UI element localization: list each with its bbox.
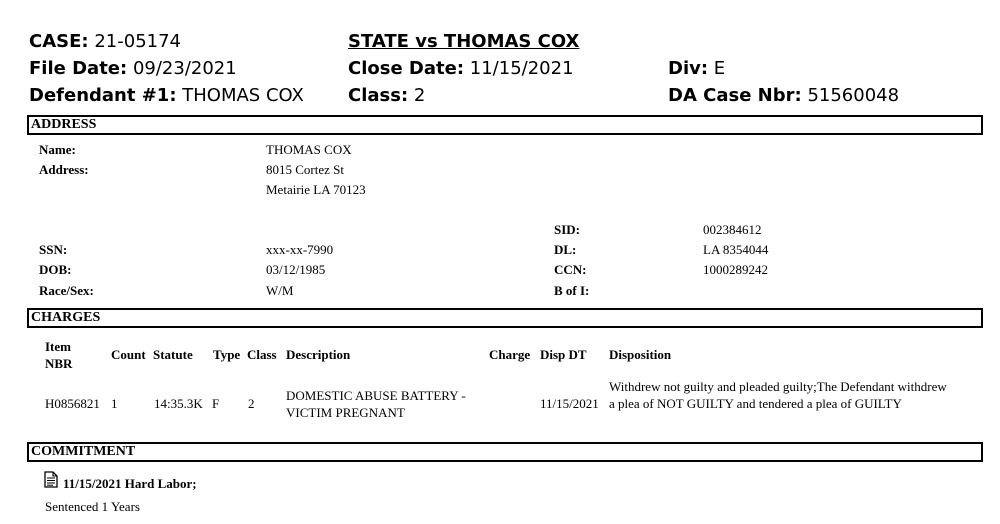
col-disposition: Disposition — [609, 347, 672, 362]
dob-label: DOB: — [39, 262, 72, 277]
dl-value: LA 8354044 — [703, 242, 769, 257]
ccn-label: CCN: — [554, 262, 587, 277]
col-charge: Charge — [489, 347, 531, 362]
col-item-nbr-line2: NBR — [45, 356, 73, 371]
race-sex-label: Race/Sex: — [39, 283, 94, 298]
document-icon — [44, 471, 58, 488]
division — [668, 58, 725, 80]
col-description: Description — [286, 347, 351, 362]
ssn-label: SSN: — [39, 242, 68, 257]
address-line2: Metairie LA 70123 — [266, 182, 366, 197]
case-label: CASE: — [29, 31, 89, 52]
cell-class: 2 — [248, 396, 255, 411]
class-label: Class: — [348, 85, 409, 106]
ccn-value: 1000289242 — [703, 262, 768, 277]
case-number — [29, 31, 181, 53]
cell-statute: 14:35.3K — [154, 396, 203, 411]
da-label: DA Case Nbr: — [668, 85, 802, 106]
name-value: THOMAS COX — [266, 142, 352, 157]
file-date-label: File Date: — [29, 58, 128, 79]
case-value: 21-05174 — [94, 31, 182, 52]
case-class — [348, 85, 425, 107]
address-label: Address: — [39, 162, 89, 177]
bofi-label: B of I: — [554, 283, 590, 298]
col-disp-dt: Disp DT — [540, 347, 587, 362]
div-value: E — [713, 58, 726, 79]
case-title: STATE vs THOMAS COX — [348, 31, 580, 52]
col-count: Count — [111, 347, 146, 362]
race-sex-value: W/M — [266, 283, 294, 298]
cell-type: F — [212, 396, 220, 411]
dl-label: DL: — [554, 242, 577, 257]
cell-count: 1 — [111, 396, 118, 411]
close-date — [348, 58, 574, 80]
defendant-label: Defendant #1: — [29, 85, 177, 106]
ssn-value: xxx-xx-7990 — [266, 242, 334, 257]
cell-disposition: Withdrew not guilty and pleaded guilty;The Defendant withdrew a plea of NOT GUILTY and tendered a plea of GUILTY — [609, 379, 947, 411]
commitment-entry-title: 11/15/2021 Hard Labor; — [63, 476, 197, 491]
file-date — [29, 58, 237, 80]
name-label: Name: — [39, 142, 76, 157]
class-value: 2 — [413, 85, 426, 106]
col-class: Class — [247, 347, 277, 362]
cell-disp-dt: 11/15/2021 — [540, 396, 599, 411]
sid-value: 002384612 — [703, 222, 762, 237]
close-date-label: Close Date: — [348, 58, 465, 79]
defendant — [29, 85, 304, 107]
address-section-header: ADDRESS — [27, 115, 983, 135]
defendant-value: THOMAS COX — [182, 85, 304, 106]
cell-description: DOMESTIC ABUSE BATTERY - VICTIM PREGNANT — [286, 388, 466, 420]
close-date-value: 11/15/2021 — [469, 58, 574, 79]
charges-section-header: CHARGES — [27, 308, 983, 328]
file-date-value: 09/23/2021 — [132, 58, 237, 79]
commitment-section-header: COMMITMENT — [27, 442, 983, 462]
div-label: Div: — [668, 58, 709, 79]
sid-label: SID: — [554, 222, 581, 237]
col-type: Type — [213, 347, 241, 362]
dob-value: 03/12/1985 — [266, 262, 326, 277]
col-item-nbr-line1: Item — [45, 339, 71, 354]
address-line1: 8015 Cortez St — [266, 162, 344, 177]
da-case-number — [668, 85, 899, 107]
col-statute: Statute — [153, 347, 193, 362]
commitment-entry-detail: Sentenced 1 Years — [45, 499, 140, 514]
da-value: 51560048 — [807, 85, 900, 106]
cell-item-nbr: H0856821 — [45, 396, 100, 411]
